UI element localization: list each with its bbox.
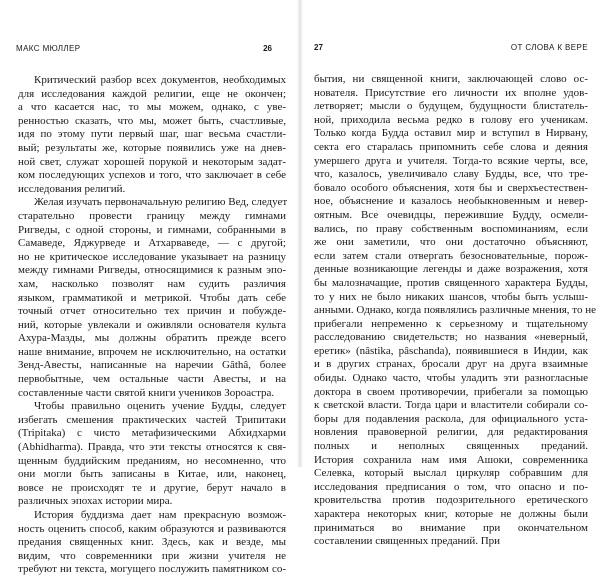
text-line: вались, по праву собственным воспоминаниям, если bbox=[314, 222, 588, 235]
right-page-body bbox=[314, 73, 596, 549]
running-head-author: МАКС МЮЛЛЕР bbox=[16, 44, 81, 53]
text-line: Желая изучать первоначальную религию Вед, следует bbox=[34, 196, 288, 209]
text-line: ний, которые увлекали и оживляли основателя культа bbox=[18, 318, 286, 331]
text-line: предания священных книг. Здесь, как и везде, мы bbox=[18, 536, 286, 549]
text-line: История буддизма дает нам прекрасную возмож- bbox=[34, 509, 286, 521]
text-line: но не критическое исследование указывает на разницу bbox=[18, 250, 286, 263]
text-line: требуют ни текста, могущего послужить памятником со- bbox=[18, 563, 286, 576]
text-line: же они заметили, что они достаточно объясняют, bbox=[314, 236, 588, 249]
text-line: прибегали непременно к серьезному и тщательному bbox=[314, 317, 588, 330]
left-page bbox=[0, 0, 300, 576]
text-line: идя по этому пути первый шаг, шаг весьма счастли- bbox=[18, 128, 286, 141]
text-line: точный отчет относительно тех причин и побужде- bbox=[18, 305, 286, 318]
text-line: и в других странах, бросали друг на друга взаимные bbox=[314, 358, 588, 371]
text-line: хам, насколько позволят нам судить различия bbox=[18, 277, 286, 290]
text-line: видим, что современники при жизни учителя не bbox=[18, 549, 286, 562]
text-line: старательно провести границу между гимнами bbox=[18, 209, 286, 222]
text-line: Ригведы, с одной стороны, и гимнами, собранными в bbox=[18, 223, 286, 236]
right-page bbox=[300, 0, 600, 548]
text-line: анными. Однако, когда появлялись различные мнения, то не bbox=[314, 304, 596, 317]
text-line: полных и неполных священных преданий. bbox=[314, 440, 588, 453]
text-line: летворяет; мысли о будущем, будущности блистатель- bbox=[314, 100, 588, 113]
text-line: Зенд-Авесты, написанные на наречии Gâthâ, более bbox=[18, 359, 286, 372]
text-line: щенным буддийским преданиям, но несомненно, что bbox=[18, 454, 286, 467]
text-line: доктора в своем противоречии, прибегали за помощью bbox=[314, 385, 588, 398]
page-number-left: 26 bbox=[263, 44, 272, 53]
text-line: для исследования каждой религии, еще не окончен; bbox=[18, 87, 286, 100]
text-line: оятным. Все очевидцы, пережившие Будду, осмели- bbox=[314, 208, 588, 221]
text-line: боры для подавления раскола, для официального уста- bbox=[314, 412, 588, 425]
text-line: наше внимание, впрочем не исключительно, на остатки bbox=[18, 345, 286, 358]
text-line: расследованию свидетельств; но названия «неверный, bbox=[314, 331, 588, 344]
text-line: к светской власти. Тогда цари и властители собирали со- bbox=[314, 399, 588, 412]
text-line: бы малозначащие, против священного характера Будды, bbox=[314, 276, 588, 289]
right-page-header bbox=[314, 43, 588, 73]
text-line: они могли быть записаны в Китае, или, наконец, bbox=[18, 468, 286, 481]
text-line: (Abhidharma). Правда, что эти тексты относятся к свя- bbox=[18, 441, 286, 454]
text-line: История сохранила нам имя Ашоки, современника bbox=[314, 453, 588, 466]
text-line: денные возникающие легенды и даже возражения, хотя bbox=[314, 263, 588, 276]
text-line: избегать смешения практических частей Трипитаки bbox=[18, 413, 286, 426]
text-line: Только когда Будда оставил мир и вступил в Нирвану, bbox=[314, 127, 588, 140]
text-line: ком последующих успехов и того, что заключает в себе bbox=[18, 169, 286, 182]
text-line: первобытные, чем остальные части Авесты, и на bbox=[18, 373, 286, 386]
text-line: Критический разбор всех документов, необходимых bbox=[34, 74, 286, 86]
text-line: что, казалось, увеличивало славу Будды, все, что тре- bbox=[314, 168, 588, 181]
running-head-title: ОТ СЛОВА К ВЕРЕ bbox=[510, 43, 588, 52]
text-line: вовсе не происходят те и другие, берут начало в bbox=[18, 481, 286, 494]
page-number-right: 27 bbox=[314, 43, 323, 52]
text-line: ной свет, служат хорошей порукой и некоторым задат- bbox=[18, 155, 286, 168]
text-line: (Tripitaka) с чисто метафизическими Абхидхарми bbox=[18, 427, 286, 440]
text-line: различных эпохах истории мира. bbox=[18, 495, 173, 508]
text-line: составлении священных преданий. При bbox=[314, 535, 501, 548]
text-line: приниматься во внимание при окончательном bbox=[314, 521, 588, 534]
text-line: еретик» (nâstika, pâschanda), появившиеся в Индии, как bbox=[314, 344, 588, 357]
text-line: а что касается нас, то мы можем, однако, с уве- bbox=[18, 101, 286, 114]
text-line: языком, грамматикой и метрикой. Чтобы дать себе bbox=[18, 291, 286, 304]
text-line: бытия, ни священной книги, заключающей слово ос- bbox=[314, 73, 588, 85]
text-line: если затем стали отвергать безосновательные, порож- bbox=[314, 249, 588, 262]
text-line: ность оценить способ, каким образуются и развиваются bbox=[18, 522, 286, 535]
text-line: составленные части святой книги учеников Зороастра. bbox=[18, 386, 275, 399]
text-line: между гимнами Ригведы, относящимися к разным эпо- bbox=[18, 264, 286, 277]
text-line: кровительства против подозрительного еретического bbox=[314, 494, 588, 507]
text-line: характера некоторых книг, которые не должны были bbox=[314, 508, 588, 520]
text-line: вый; результаты же, которые появились уже на днев- bbox=[18, 141, 286, 154]
text-line: умершего друга и учителя. Тогда-то всякие черты, все, bbox=[314, 154, 588, 167]
text-line: обиды. Однако часто, чтобы уладить эти разногласные bbox=[314, 372, 588, 385]
text-line: новления правоверной религии, для редактирования bbox=[314, 426, 588, 439]
text-line: ренностью сказать, что мы, может быть, счастливые, bbox=[18, 114, 286, 127]
text-line: исследования религий. bbox=[18, 182, 126, 195]
text-line: нователя. Присутствие его личности их вполне удов- bbox=[314, 86, 588, 99]
text-line: Самаведе, Яджурведе и Атхарваведе, — с другой; bbox=[18, 237, 286, 250]
left-page-header bbox=[16, 44, 286, 74]
text-line: бовало особого объяснения, хотя бы и сверхъестествен- bbox=[314, 181, 588, 194]
text-line: ной, приходила весьма редко в голову его ученикам. bbox=[314, 113, 588, 126]
text-line: Ахура-Мазды, мы должны обратить прежде всего bbox=[18, 332, 286, 345]
text-line: ное, объяснение и казалось необыкновенным и невер- bbox=[314, 195, 588, 208]
text-line: исследования предписания о том, что опасно и по- bbox=[314, 480, 588, 493]
text-line: секта его старалась припомнить себе слова и деяния bbox=[314, 140, 588, 153]
left-page-body bbox=[16, 74, 286, 577]
text-line: то у них не было никаких шансов, чтобы быть услыш- bbox=[314, 290, 588, 303]
text-line: Чтобы правильно оценить учение Будды, следует bbox=[34, 400, 286, 413]
text-line: Селевка, который выслал циркуляр собравшим для bbox=[314, 467, 588, 480]
